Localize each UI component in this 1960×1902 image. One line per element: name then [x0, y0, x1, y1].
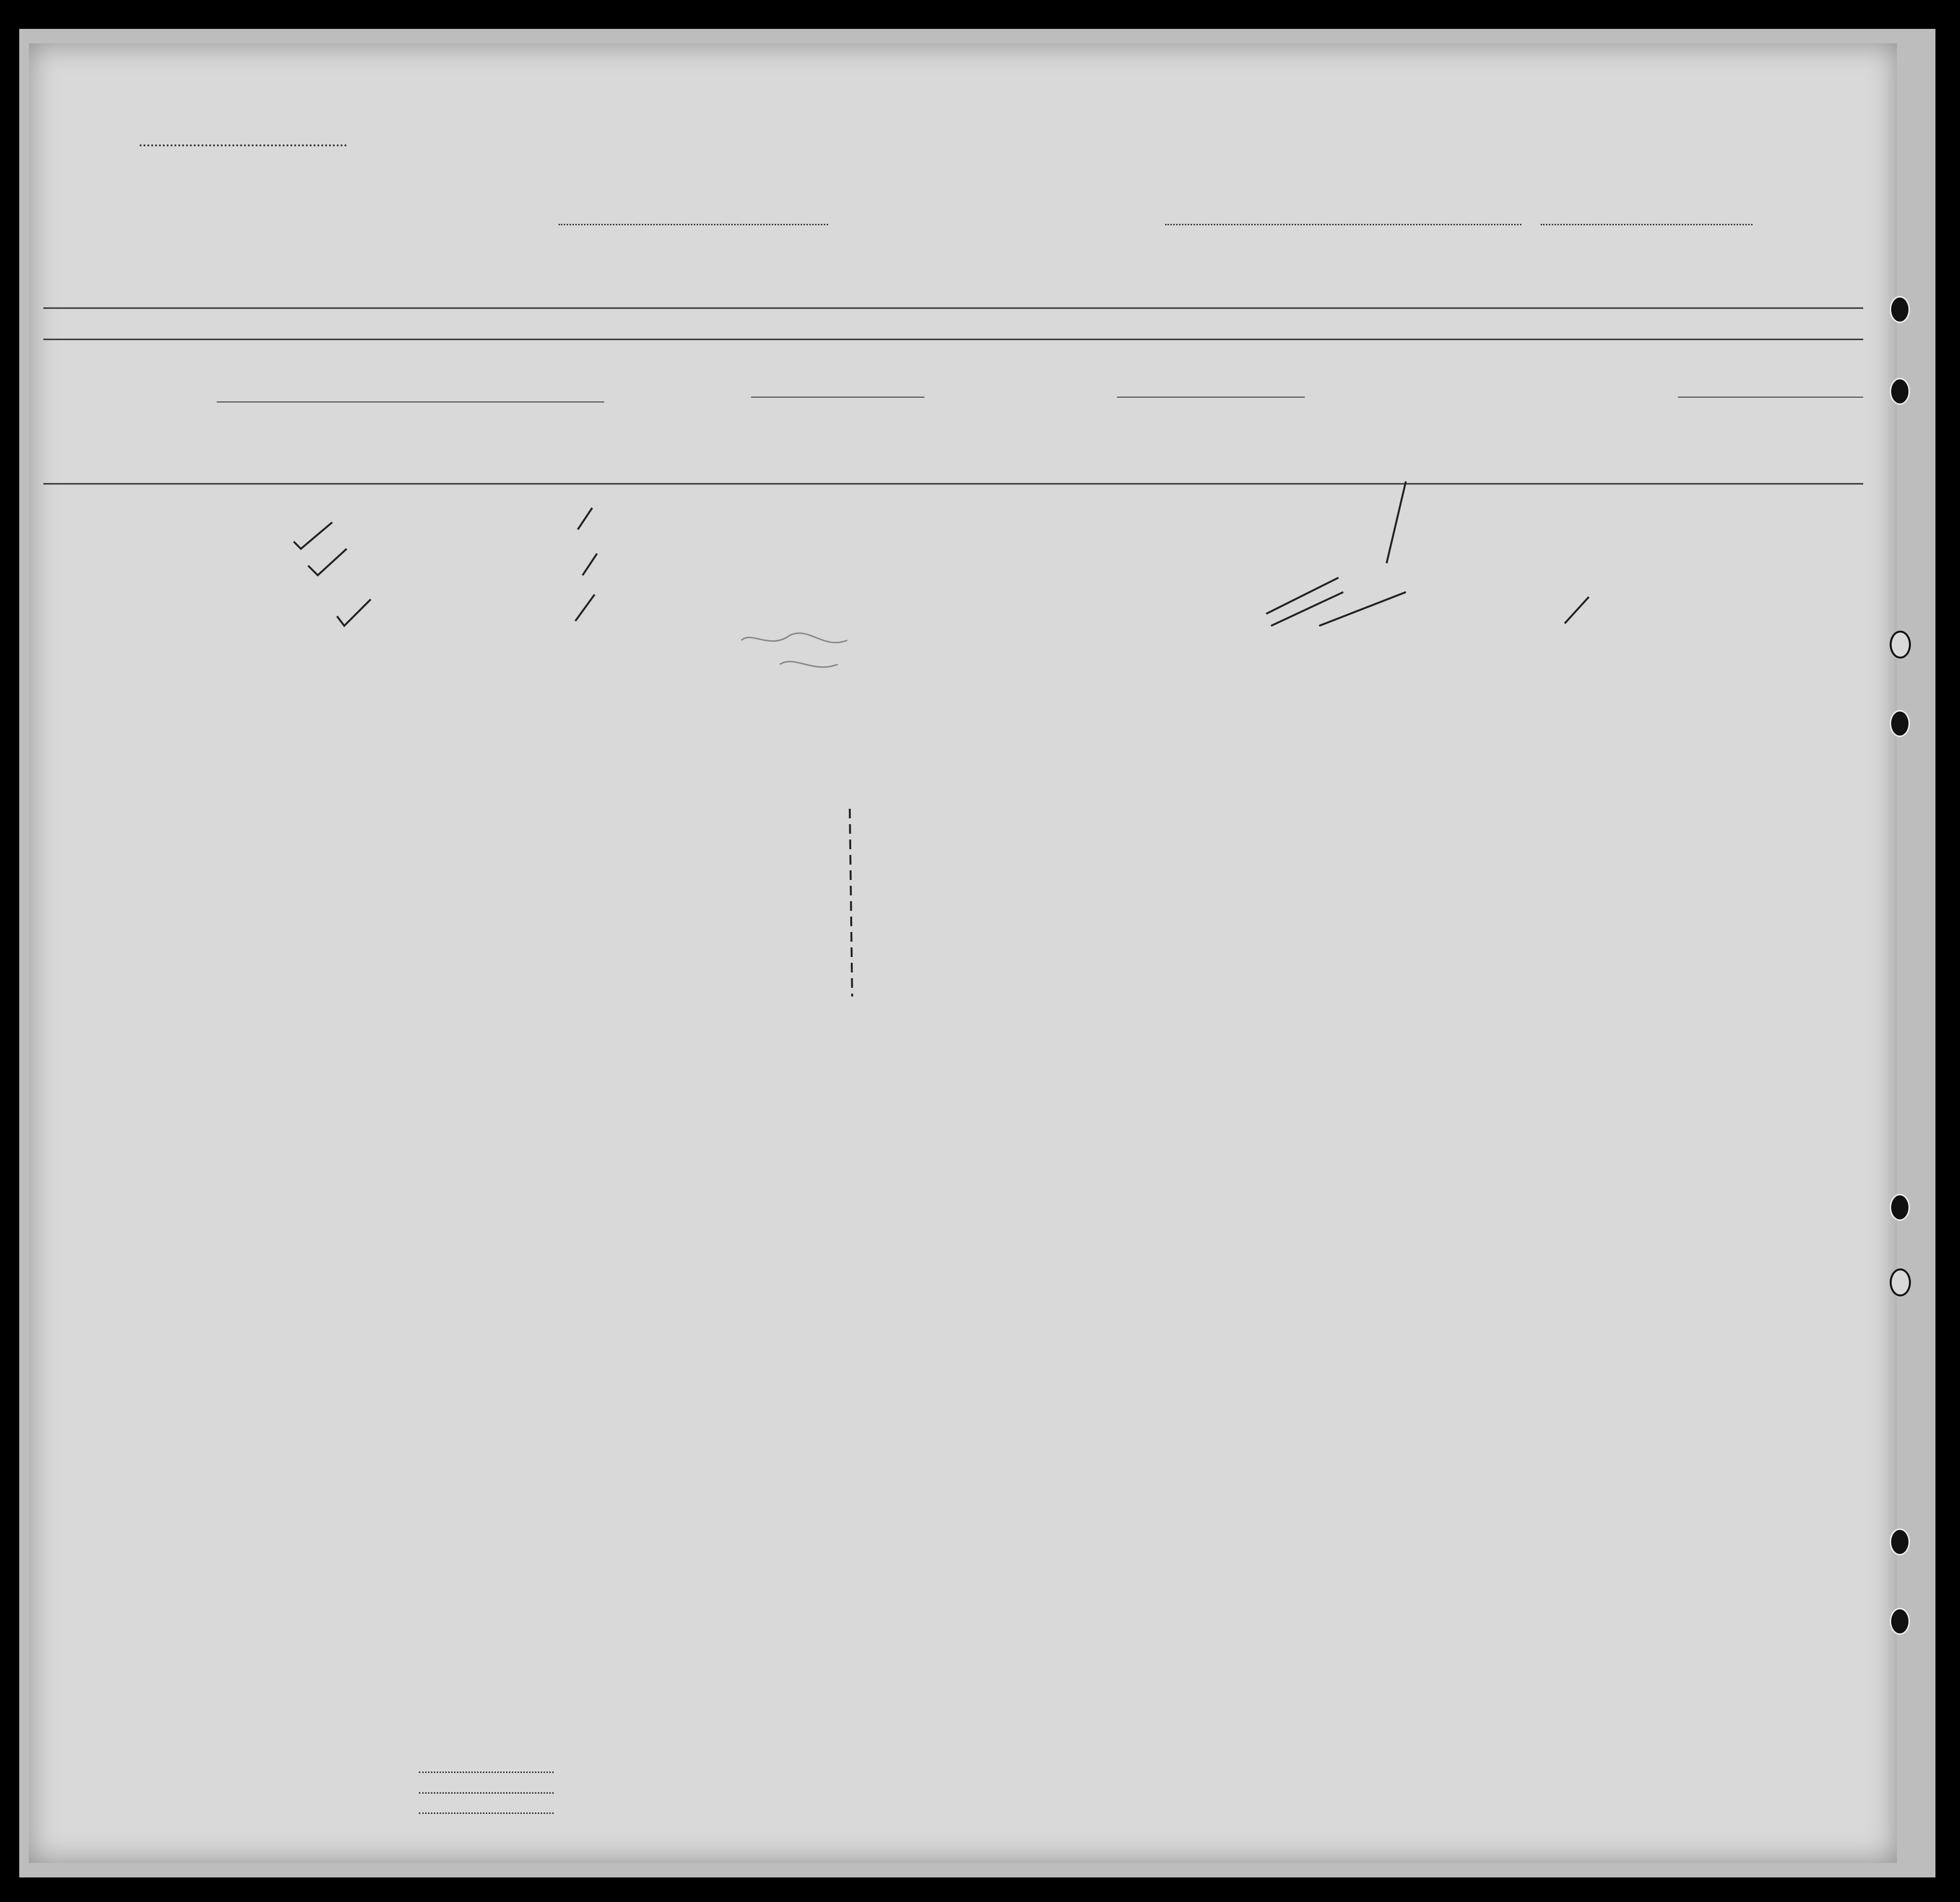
binder-hole	[1890, 631, 1911, 659]
binder-hole	[1890, 710, 1910, 737]
binder-hole	[1890, 1194, 1910, 1221]
binder-hole	[1890, 1528, 1910, 1555]
binder-hole	[1890, 378, 1910, 405]
binder-hole	[1890, 1608, 1910, 1635]
footer-aliens-field	[419, 1812, 554, 1814]
footer-total-field	[419, 1772, 554, 1773]
binder-hole	[1890, 296, 1910, 323]
footer-citizens-field	[419, 1792, 554, 1794]
binder-hole	[1890, 1268, 1911, 1296]
